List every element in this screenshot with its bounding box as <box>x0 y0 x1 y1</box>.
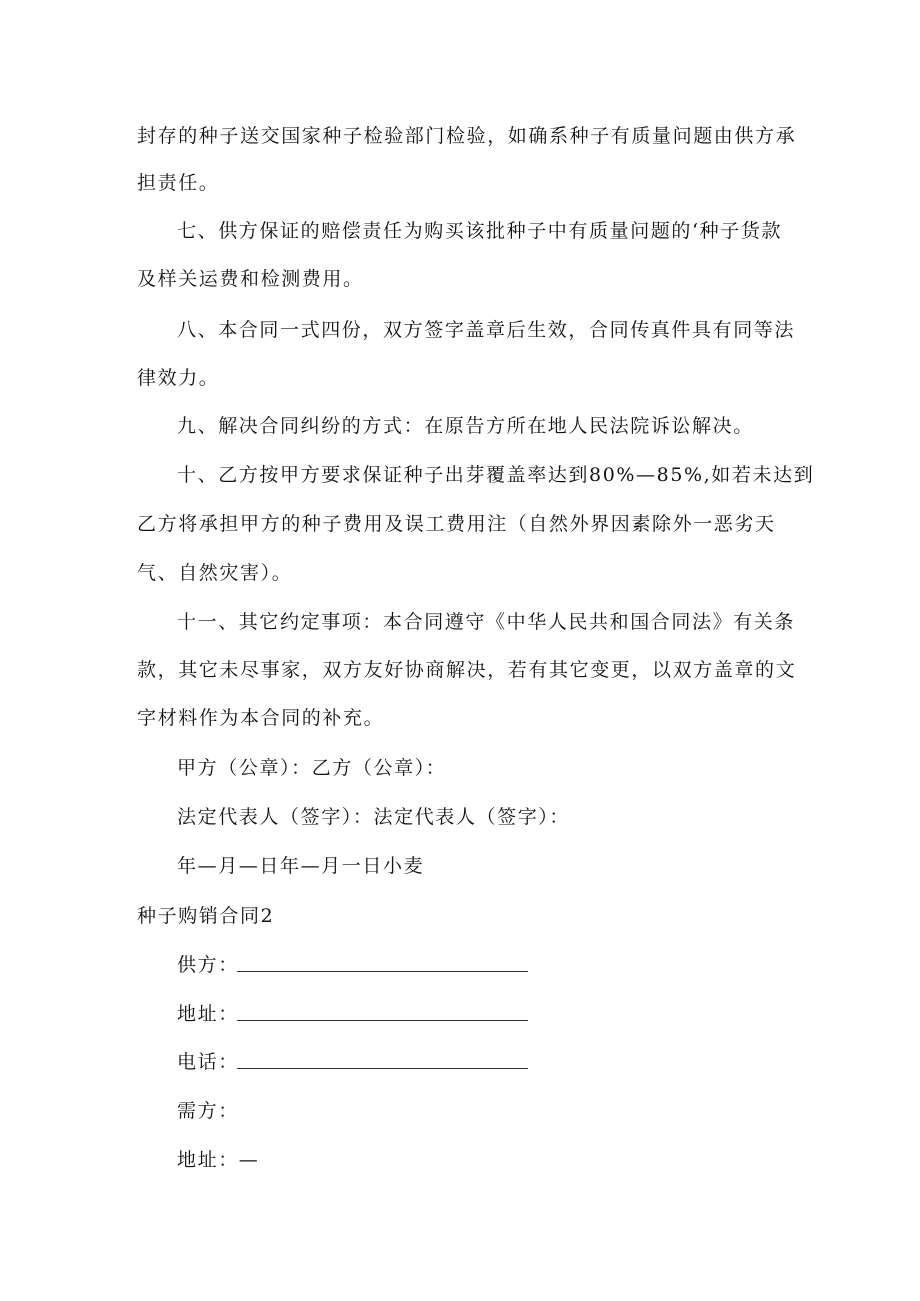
date-line: 年—月—日年—月一日小麦 <box>177 855 425 877</box>
buyer-address-label: 地址：— <box>177 1149 260 1171</box>
supplier-label: 供方： <box>177 954 239 976</box>
phone-blank <box>237 1068 528 1069</box>
clause10-line2: 乙方将承担甲方的种子费用及误工费用注（自然外界因素除外一恶劣天 <box>137 513 776 535</box>
clause8-line1: 八、本合同一式四份，双方签字盖章后生效，合同传真件具有同等法 <box>177 319 796 341</box>
supplier-blank <box>237 971 528 972</box>
supplier-address-blank <box>237 1020 528 1021</box>
clause11-line3: 字材料作为本合同的补充。 <box>137 707 385 729</box>
seal-line: 甲方（公章）：乙方（公章）： <box>177 757 447 779</box>
clause6-line2: 担责任。 <box>137 172 220 194</box>
clause8-line2: 律效力。 <box>137 367 220 389</box>
supplier-address-label: 地址： <box>177 1003 239 1025</box>
clause7-line1: 七、供方保证的赔偿责任为购买该批种子中有质量问题的‘种子货款 <box>177 220 783 242</box>
representative-line: 法定代表人（签字）：法定代表人（签字）： <box>177 806 571 828</box>
clause10-line1: 十、乙方按甲方要求保证种子出芽覆盖率达到80%—85%,如若未达到 <box>177 464 815 486</box>
clause7-line2: 及样关运费和检测费用。 <box>137 268 364 290</box>
contract2-title: 种子购销合同2 <box>137 905 275 927</box>
buyer-label: 需方： <box>177 1100 239 1122</box>
clause11-line2: 款，其它未尽事家，双方友好协商解决，若有其它变更，以双方盖章的文 <box>137 659 797 681</box>
clause10-line3: 气、自然灾害）。 <box>137 562 293 584</box>
clause6-line1: 封存的种子送交国家种子检验部门检验，如确系种子有质量问题由供方承 <box>137 125 797 147</box>
clause11-line1: 十一、其它约定事项：本合同遵守《中华人民共和国合同法》有关条 <box>177 611 796 633</box>
clause9-line1: 九、解决合同纠纷的方式：在原告方所在地人民法院诉讼解决。 <box>177 415 754 437</box>
phone-label: 电话： <box>177 1051 239 1073</box>
